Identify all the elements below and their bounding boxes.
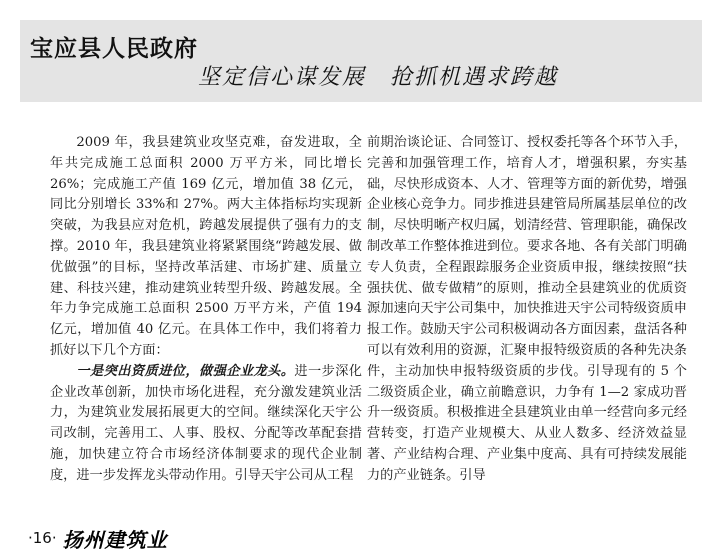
body-paragraph	[50, 362, 362, 487]
magazine-logo: 扬州建筑业	[62, 527, 168, 552]
section-text: 进一步深化企业改革创新，加快市场化进程，充分激发建筑业活力，为建筑业发展拓展更大的空间。继续深化天宇公司改制，完善用工、人事、股权、分配等改革配套措施，加快建立符合市场经济体制要求的现代企业制度，进一步发挥龙头带动作用。引导天宇公司从工程	[50, 363, 362, 483]
body-paragraph: 2009 年，我县建筑业攻坚克难，奋发进取，全年共完成施工总面积 2000 万平方米，同比增长 26%；完成施工产值 169 亿元，增加值 38 亿元，同比分别增长 33%和 27%。两大主体指标均实现新突破，为我县应对危机，跨越发展提供了强有力的支撑。2010 年，我县建筑业将紧紧围绕“跨越发展、做优做强”的目标，坚持改革活建、市场扩建、质量立建、科技兴建，推动建筑业转型升级、跨越发展。全年力争完成施工总面积 2500 万平方米，产值 194 亿元，增加值 40 亿元。在具体工作中，我们将着力抓好以下几个方面：	[50, 135, 362, 358]
page-number: ·16·	[28, 529, 57, 547]
organization-title: 宝应县人民政府	[30, 35, 198, 62]
left-column	[50, 133, 362, 487]
page-footer	[28, 524, 168, 552]
section-lead: 一是突出资质进位，做强企业龙头。	[76, 363, 295, 379]
body-paragraph: 前期治谈论证、合同签订、授权委托等各个环节入手，完善和加强管理工作，培育人才，增强积累，夯实基础，尽快形成资本、人才、管理等方面的新优势，增强企业核心竞争力。同步推进县建管局所属基层单位的改制，尽快明晰产权归属，划清经营、管理职能，确保改制改革工作整体推进到位。要求各地、各有关部门明确专人负责，全程跟踪服务企业资质申报，继续按照“扶强扶优、做专做精”的原则，推动全县建筑业的优质资源加速向天宇公司集中，加快推进天宇公司特级资质申报工作。鼓励天宇公司积极调动各方面因素，盘活各种可以有效利用的资源，汇聚申报特级资质的各种先决条件，主动加快申报特级资质的步伐。引导现有的 5 个二级资质企业，确立前瞻意识，力争有 1—2 家成功晋升一级资质。积极推进全县建筑业由单一经营向多元经营转变，打造产业规模大、从业人数多、经济效益显著、产业结构合理、产业集中度高、具有可持续发展能力的产业链条。引导	[367, 135, 687, 483]
article-header	[20, 20, 702, 102]
right-column	[367, 133, 687, 487]
article-headline: 坚定信心谋发展 抢抓机遇求跨越	[198, 65, 559, 90]
